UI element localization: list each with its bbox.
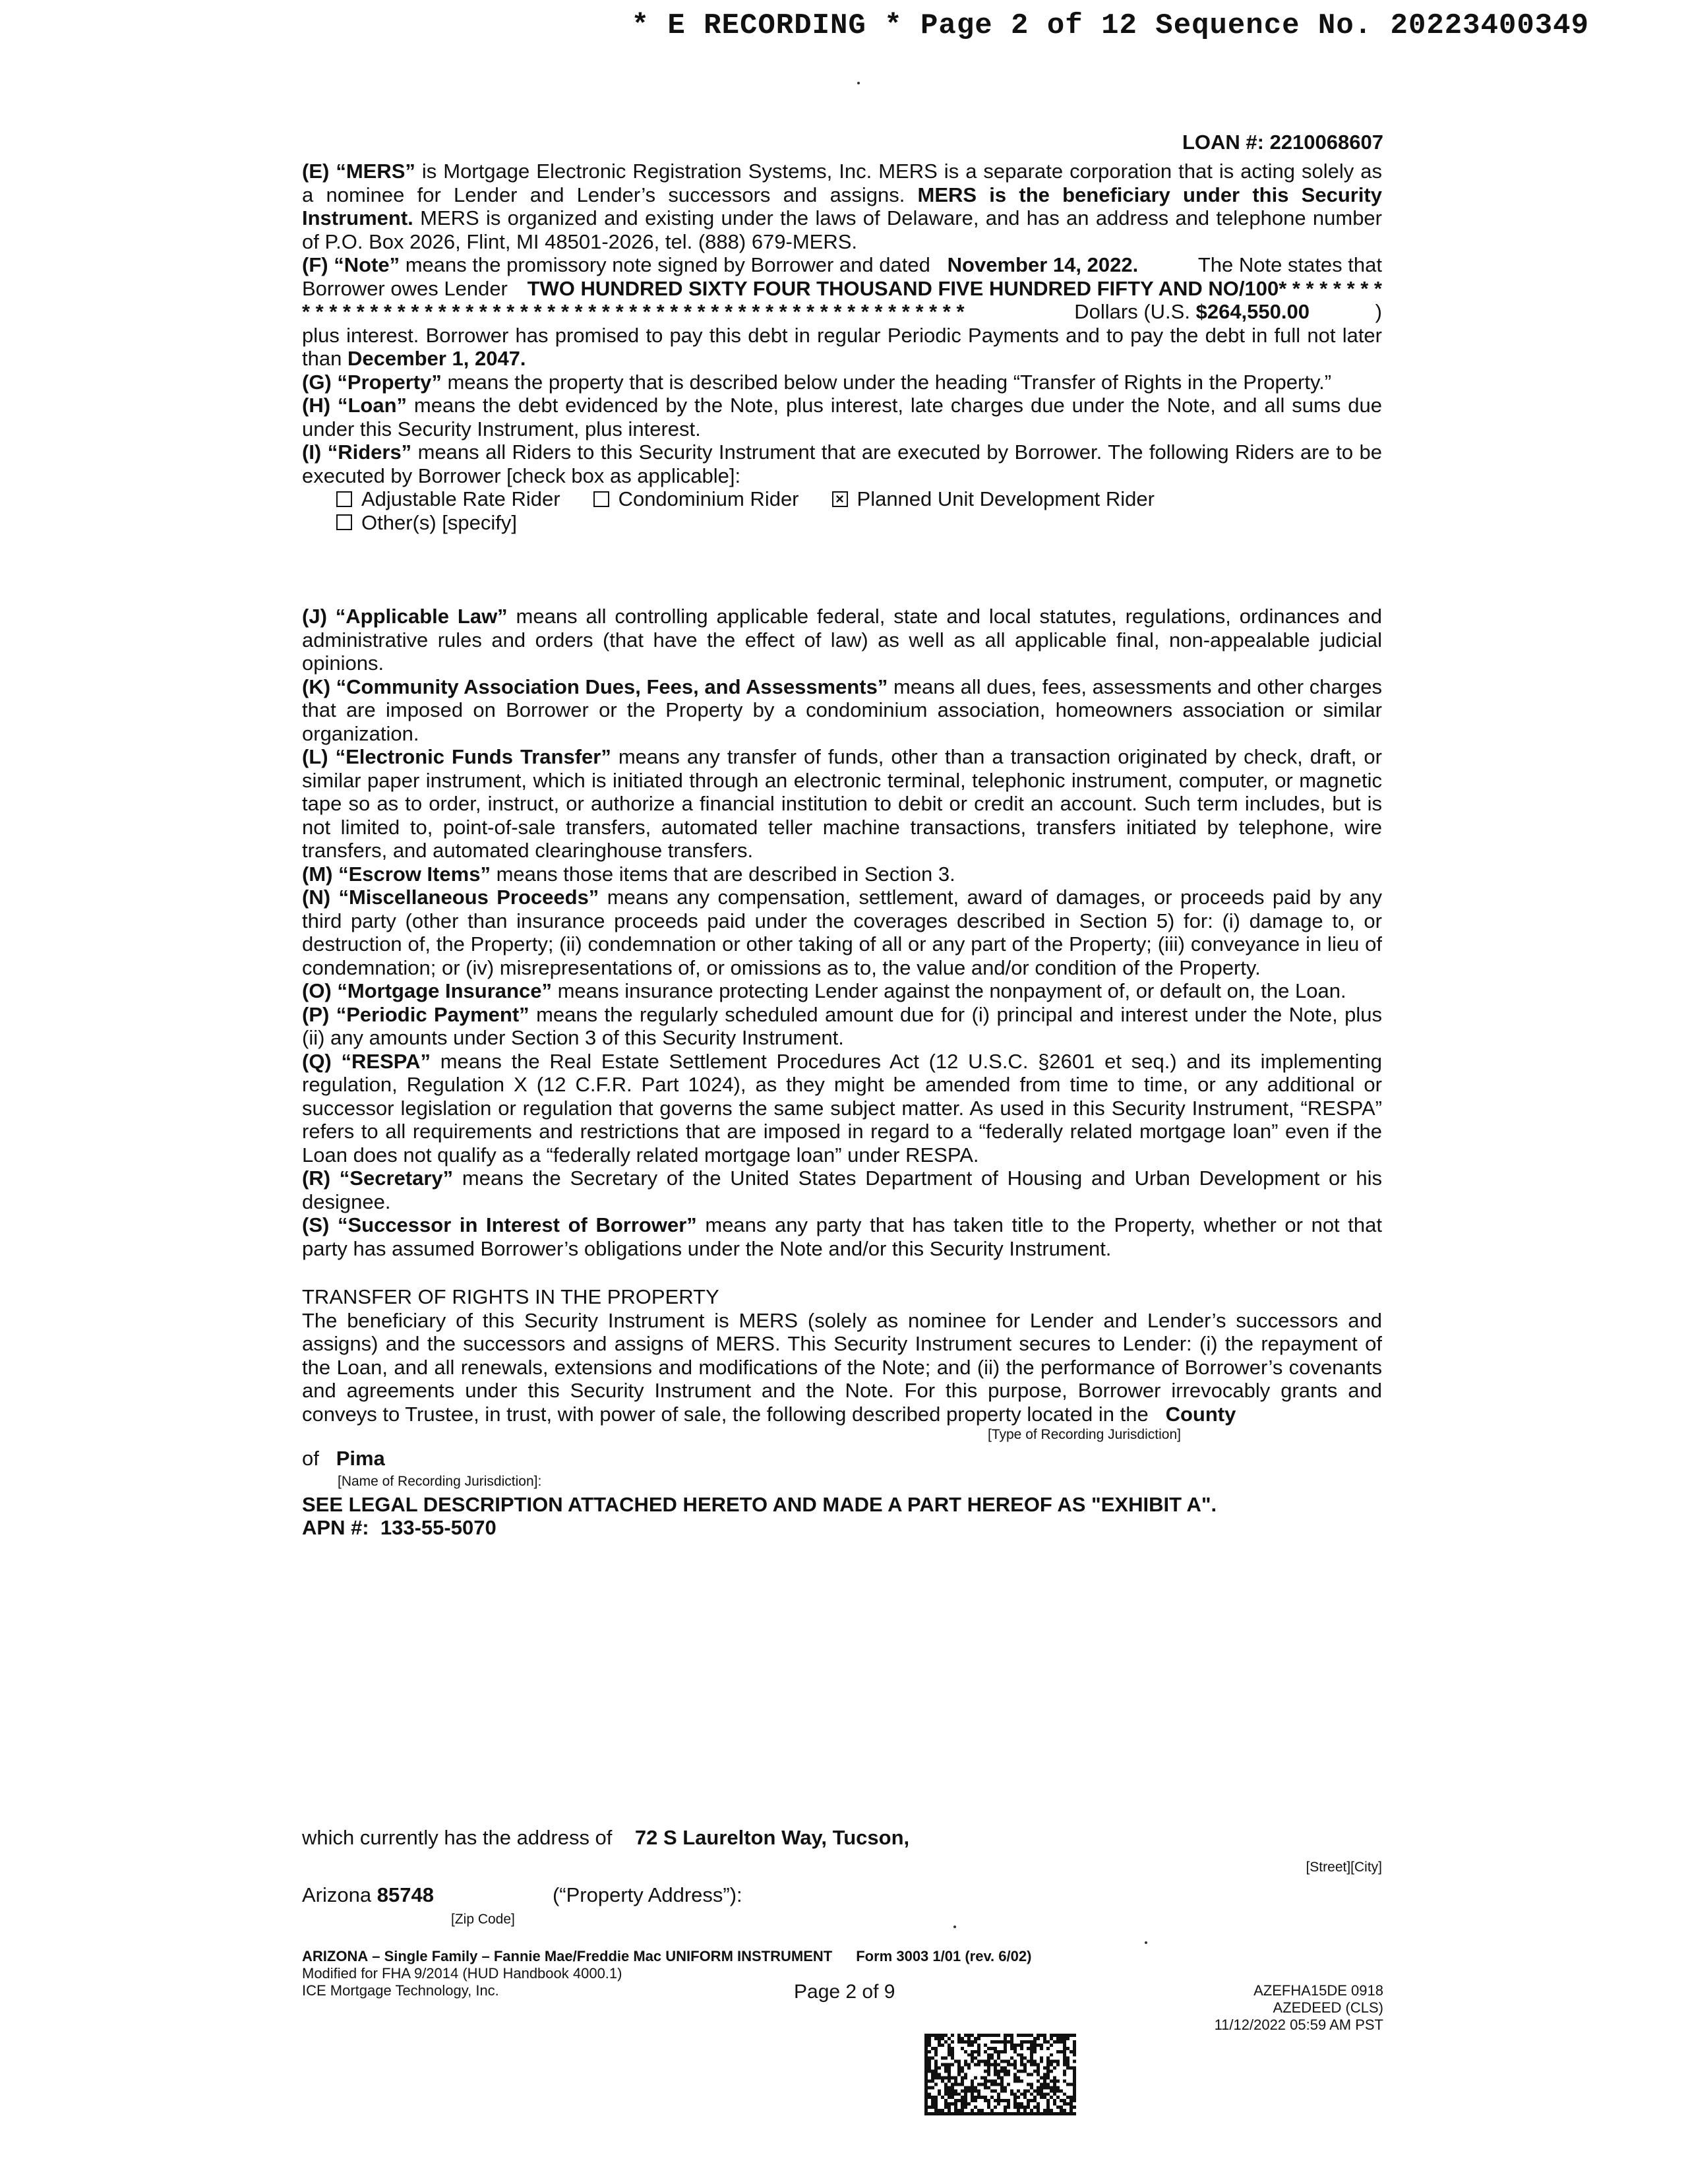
footer-form-number: Form 3003 1/01 (rev. 6/02) (856, 1948, 1032, 1964)
riders-other-row (336, 511, 1382, 535)
footer-form-line: – Single Family – Fannie Mae/Freddie Mac UNIFORM INSTRUMENT (372, 1948, 833, 1964)
definition-g: (G) “Property” means the property that is described below under the heading “Transfer of Rights in the Property.” (302, 370, 1332, 394)
apn-line: APN #: 133-55-5070 (302, 1516, 497, 1539)
speck-mark (953, 1926, 956, 1928)
rider-other[interactable]: Other(s) [specify] (336, 511, 517, 535)
definition-n: (N) “Miscellaneous Proceeds” means any compensation, settlement, award of damages, or proceeds paid by any third party (other than insurance proceeds paid under the coverages described in Section 5) for: (i) damage to, or destruction of, the Property; (ii) condemnation or other taking of all or any part of the Property; (iii) conveyance in lieu of condemnation; or (iv) misrepresentations of, or omissions as to, the value and/or condition of the Property. (302, 886, 1382, 979)
riders-checklist (336, 487, 1382, 511)
definition-f: (F) “Note” means the promissory note signed by Borrower and dated November 14, 2022. The Note states that Borrower owes Lender TWO HUNDRED SIXTY FOUR THOUSAND FIVE HUNDRED FIFTY AND NO/100* * * * * * * * * * * * * * * * * * * * * * * * * * * * * * * * * * * * * * * * * * * * * * * * * * * * * * * * * Dollars (U.S. $264,550.00 ) plus interest. Borrower has promised to pay this debt in regular Periodic Payments and to pay the debt in full not later than December 1, 2047. (302, 253, 1382, 370)
transfer-heading: TRANSFER OF RIGHTS IN THE PROPERTY (302, 1285, 719, 1308)
definition-m: (M) “Escrow Items” means those items that are described in Section 3. (302, 862, 955, 886)
form-footer (302, 1948, 1383, 2034)
footer-page-number: Page 2 of 9 (794, 1981, 895, 2003)
state-zip-line: Arizona 85748 (“Property Address”): (302, 1883, 742, 1906)
jurisdiction-name-line: of Pima (302, 1447, 385, 1470)
zip-caption: [Zip Code] (451, 1911, 515, 1927)
address-line: which currently has the address of 72 S Laurelton Way, Tucson, (302, 1825, 910, 1849)
footer-state: ARIZONA (302, 1948, 369, 1964)
definition-p: (P) “Periodic Payment” means the regularly scheduled amount due for (i) principal and interest under the Note, plus (ii) any amounts under Section 3 of this Security Instrument. (302, 1002, 1382, 1049)
definition-l: (L) “Electronic Funds Transfer” means any transfer of funds, other than a transaction originated by check, draft, or similar paper instrument, which is initiated through an electronic terminal, telephonic instrument, computer, or magnetic tape so as to order, instruct, or authorize a financial institution to debit or credit an account. Such term includes, but is not limited to, point-of-sale transfers, automated teller machine transactions, transfers initiated by telephone, wire transfers, and automated clearinghouse transfers. (302, 745, 1382, 862)
recording-header: * E RECORDING * Page 2 of 12 Sequence No. 20223400349 (631, 9, 1589, 42)
rider-condominium[interactable]: Condominium Rider (593, 487, 799, 511)
definition-e: (E) “MERS” is Mortgage Electronic Registration Systems, Inc. MERS is a separate corporation that is acting solely as a nominee for Lender and Lender’s successors and assigns. MERS is the beneficiary under this Security Instrument. MERS is organized and existing under the laws of Delaware, and has an address and telephone number of P.O. Box 2026, Flint, MI 48501-2026, tel. (888) 679-MERS. (302, 160, 1382, 253)
footer-timestamp: 11/12/2022 05:59 AM PST (1214, 2017, 1383, 2033)
definition-s: (S) “Successor in Interest of Borrower” means any party that has taken title to the Property, whether or not that party has assumed Borrower’s obligations under the Note and/or this Security Instrument. (302, 1213, 1382, 1260)
jurisdiction-type-caption: [Type of Recording Jurisdiction] (988, 1427, 1181, 1442)
footer-code-1: AZEFHA15DE 0918 (1253, 1982, 1383, 1999)
speck-mark (1145, 1941, 1147, 1944)
definition-q: (Q) “RESPA” means the Real Estate Settlement Procedures Act (12 U.S.C. §2601 et seq.) and its implementing regulation, Regulation X (12 C.F.R. Part 1024), as they might be amended from time to time, or any additional or successor legislation or regulation that governs the same subject matter. As used in this Security Instrument, “RESPA” refers to all requirements and restrictions that are imposed in regard to a “federally related mortgage loan” even if the Loan does not qualify as a “federally related mortgage loan” under RESPA. (302, 1049, 1382, 1167)
street-city-caption: [Street][City] (1306, 1860, 1382, 1875)
definition-i: (I) “Riders” means all Riders to this Security Instrument that are executed by Borrower. The following Riders are to be executed by Borrower [check box as applicable]: (302, 440, 1382, 487)
loan-value: 2210068607 (1269, 131, 1383, 154)
footer-code-2: AZEDEED (CLS) (1273, 1999, 1383, 2016)
footer-modified: Modified for FHA 9/2014 (HUD Handbook 4000.1) (302, 1965, 622, 1982)
checkbox-icon[interactable] (336, 491, 352, 507)
legal-description: SEE LEGAL DESCRIPTION ATTACHED HERETO AND MADE A PART HEREOF AS "EXHIBIT A". (302, 1492, 1217, 1516)
security-instrument-definitions (302, 160, 1382, 1929)
speck-mark (857, 82, 860, 84)
checkbox-icon[interactable] (336, 514, 352, 530)
definition-r: (R) “Secretary” means the Secretary of the United States Department of Housing and Urban Development or his designee. (302, 1167, 1382, 1213)
loan-number (1182, 131, 1383, 154)
transfer-text: The beneficiary of this Security Instrument is MERS (solely as nominee for Lender and Lender’s successors and assigns) and the successors and assigns of MERS. This Security Instrument secures to Lender: (i) the repayment of the Loan, and all renewals, extensions and modifications of the Note; and (ii) the performance of Borrower’s covenants and agreements under this Security Instrument and the Note. For this purpose, Borrower irrevocably grants and conveys to Trustee, in trust, with power of sale, the following described property located in the County (302, 1308, 1382, 1426)
rider-adjustable-rate[interactable]: Adjustable Rate Rider (336, 487, 560, 511)
definition-j: (J) “Applicable Law” means all controlling applicable federal, state and local statutes, regulations, ordinances and administrative rules and orders (that have the effect of law) as well as all applicable final, non-appealable judicial opinions. (302, 605, 1382, 675)
footer-company: ICE Mortgage Technology, Inc. (302, 1982, 499, 1999)
checkbox-icon[interactable] (593, 491, 609, 507)
checked-checkbox-icon[interactable]: × (832, 491, 848, 507)
loan-label: LOAN #: (1182, 131, 1264, 154)
rider-planned-unit-development[interactable]: × Planned Unit Development Rider (832, 487, 1155, 511)
jurisdiction-type: County (1165, 1402, 1236, 1426)
datamatrix-barcode-icon (924, 2034, 1076, 2115)
definition-h: (H) “Loan” means the debt evidenced by the Note, plus interest, late charges due under the Note, and all sums due under this Security Instrument, plus interest. (302, 394, 1382, 440)
jurisdiction-name-caption: [Name of Recording Jurisdiction]: (338, 1473, 542, 1489)
definition-o: (O) “Mortgage Insurance” means insurance protecting Lender against the nonpayment of, or default on, the Loan. (302, 979, 1346, 1002)
definition-k: (K) “Community Association Dues, Fees, and Assessments” means all dues, fees, assessments and other charges that are imposed on Borrower or the Property by a condominium association, homeowners association or similar organization. (302, 675, 1382, 745)
